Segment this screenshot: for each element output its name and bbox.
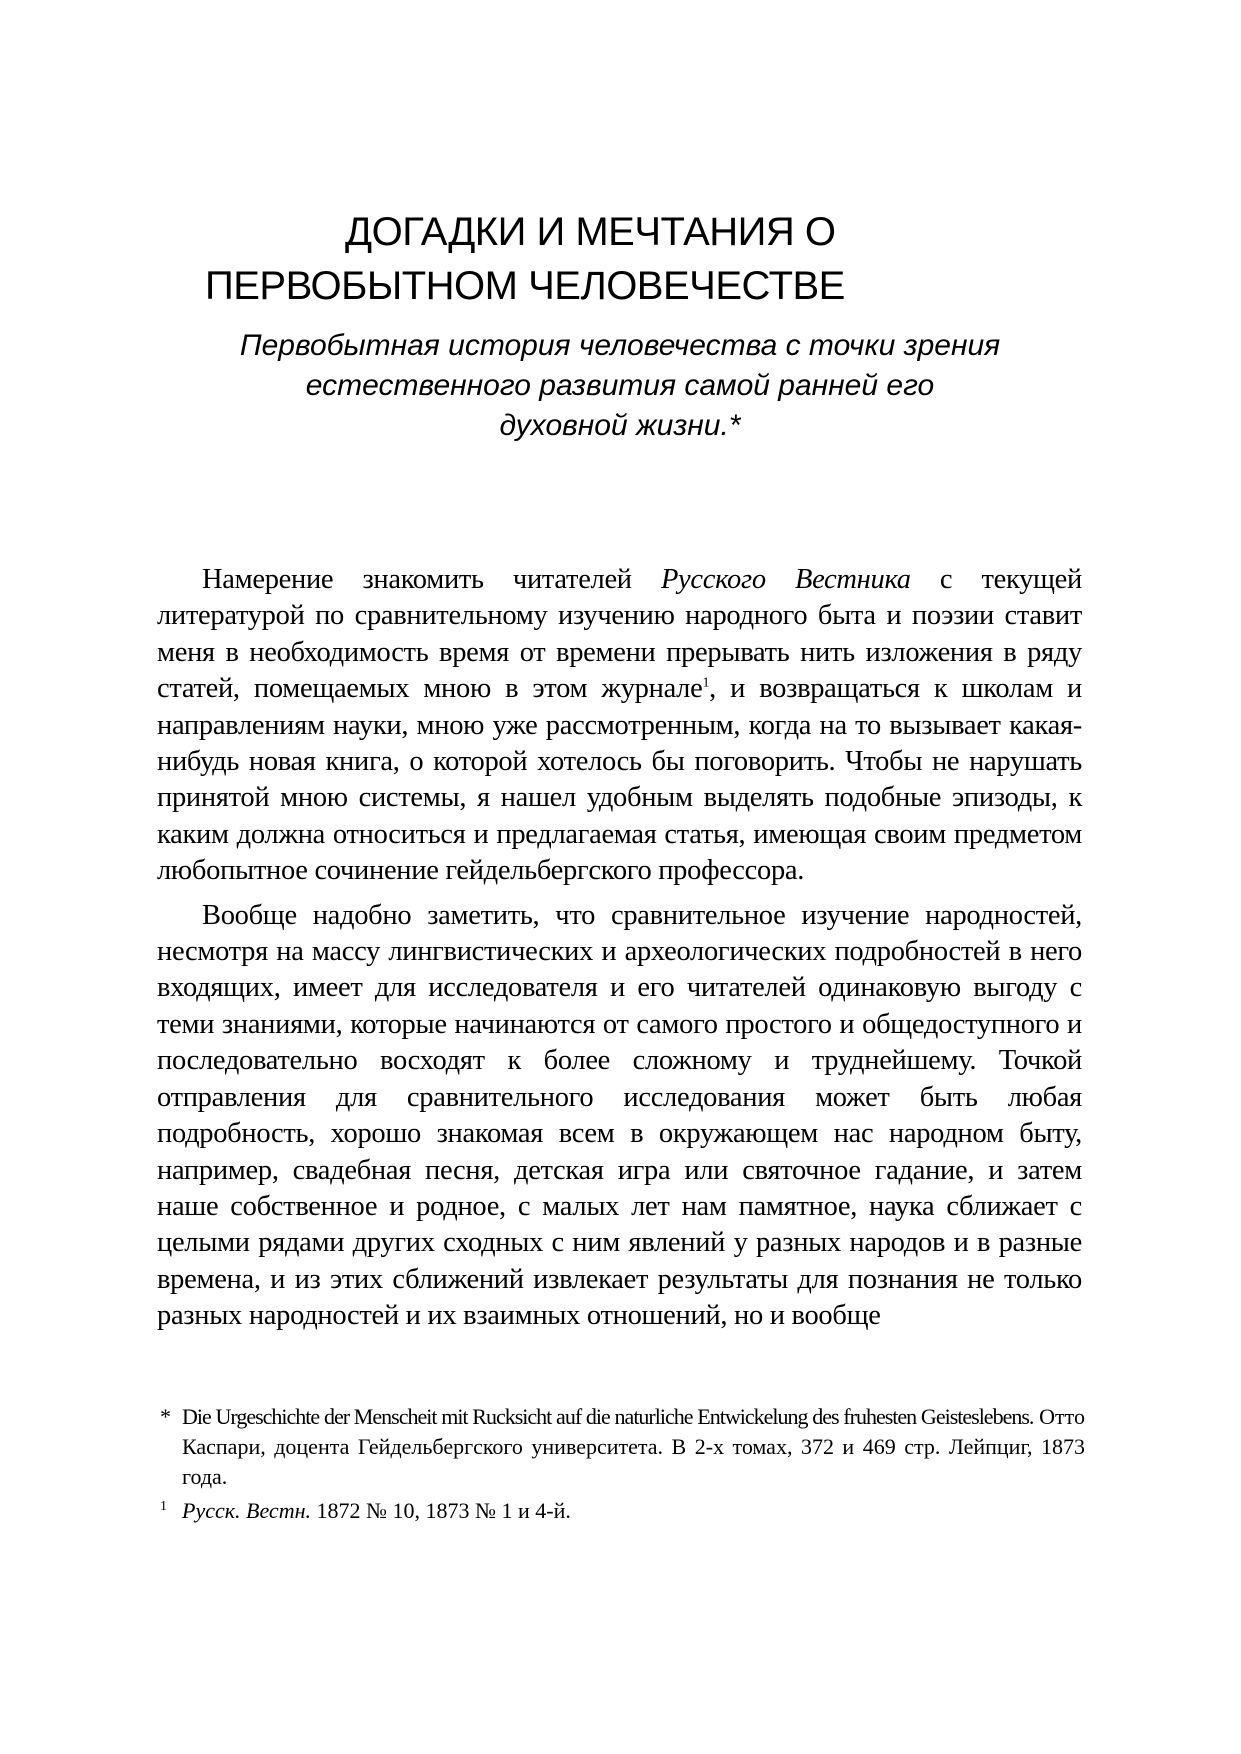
article-subtitle: [220, 326, 1020, 446]
footnote-star: [160, 1402, 1085, 1492]
footnote-1-text: 1872 № 10, 1873 № 1 и 4-й.: [311, 1498, 571, 1523]
footnote-star-german: Die Urgeschichte der Menscheit mit Rucksicht auf die naturliche Entwickelung des fruhesten Geisteslebens.: [182, 1404, 1034, 1429]
footnote-star-mark: *: [160, 1404, 171, 1429]
footnote-ref-1[interactable]: 1: [702, 675, 710, 691]
footnote-1-source: Русск. Вестн.: [182, 1498, 312, 1523]
article-title-line-1: ДОГАДКИ И МЕЧТАНИЯ О: [345, 210, 836, 254]
paragraph-1: [157, 562, 1082, 890]
paragraph-2: Вообще надобно заметить, что сравнительное изучение народностей, несмотря на массу лингвистических и археологических подробностей в него входящих, имеет для исследователя и его читателей одинаковую выгоду с теми знаниями, которые начинаются от самого простого и общедоступного и последовательно восходят к более сложному и труднейшему. Точкой отправления для сравнительного исследования может быть любая подробность, хорошо знакомая всем в окружающем нас народном быту, например, свадебная песня, детская игра или святочное гадание, и затем наше собственное и родное, с малых лет нам памятное, наука сближает с целыми рядами других сходных с ним явлений у разных народов и в разные времена, и из этих сближений извлекает результаты для познания не только разных народностей и их взаимных отношений, но и вообще: [157, 899, 1082, 1332]
footnote-1: [160, 1496, 1085, 1530]
footnote-star-russian: Отто Каспари, доцента Гейдельбергского университета. В 2-х томах, 372 и 469 стр. Лейпциг, 1873 года.: [182, 1404, 1085, 1489]
footnote-1-mark: 1: [160, 1499, 167, 1514]
subtitle-line-2: естественного развития самой ранней его: [305, 369, 935, 402]
article-title: [205, 205, 905, 313]
subtitle-line-1: Первобытная история человечества с точки зрения: [239, 329, 1001, 362]
subtitle-line-3: духовной жизни.*: [499, 409, 741, 442]
paragraph-1-middle: с текущей литературой по сравнительному изучению народного быта и поэзии ставит меня в необходимость время от времени прерывать нить изложения в ряду статей, помещаемых мною в этом журнале: [157, 564, 1082, 705]
paragraph-1-start: Намерение знакомить читателей: [202, 564, 661, 595]
article-title-line-2: ПЕРВОБЫТНОМ ЧЕЛОВЕЧЕСТВЕ: [205, 264, 845, 308]
journal-name: Русского Вестника: [660, 564, 911, 595]
paragraph-1-end: , и возвращаться к школам и направлениям науки, мною уже рассмотренным, когда на то вызывает какая-нибудь новая книга, о которой хотелось бы поговорить. Чтобы не нарушать принятой мною системы, я нашел удобным выделять подобные эпизоды, к каким должна относиться и предлагаемая статья, имеющая своим предметом любопытное сочинение гейдельбергского профессора.: [157, 673, 1083, 887]
footnotes: [160, 1402, 1085, 1534]
article-body: [157, 562, 1082, 1343]
